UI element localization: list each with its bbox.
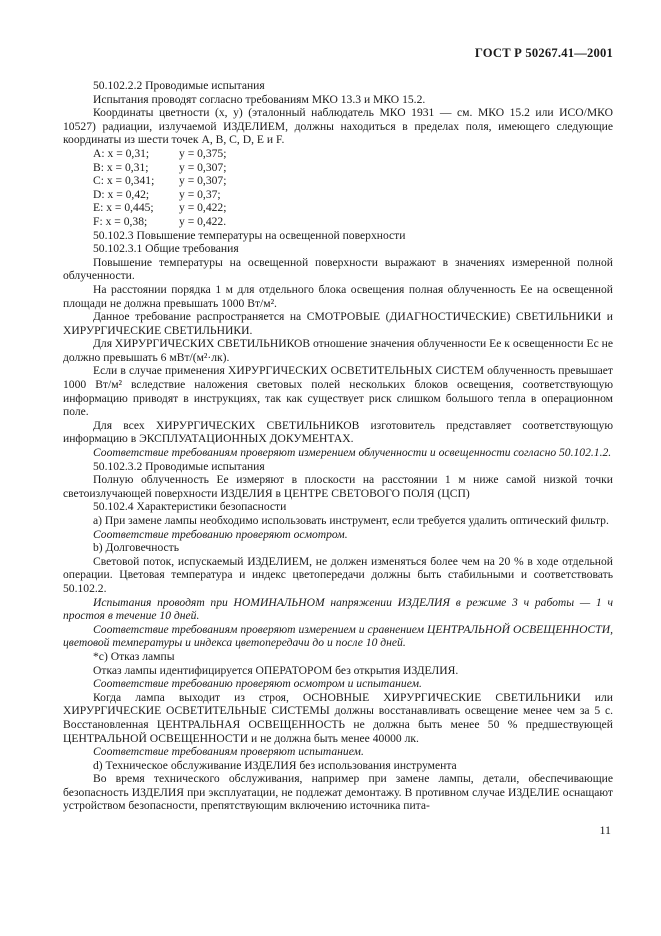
- coordinate-y: y = 0,37;: [179, 187, 221, 201]
- paragraph: Соответствие требованиям проверяют измерением облученности и освещенности согласно 50.102.1.2.: [93, 446, 612, 460]
- paragraph: 50.102.3.1 Общие требования: [93, 242, 239, 256]
- coordinate-row: [93, 215, 613, 229]
- paragraph: b) Долговечность: [93, 541, 180, 555]
- paragraph: Световой поток, испускаемый ИЗДЕЛИЕМ, не должен изменяться более чем на 20 % в ходе отдельной операции. Цветовая температура и индекс цветопередачи должны быть стабильными и соответствовать 50.102.2.: [63, 554, 613, 595]
- coordinate-row: [93, 188, 613, 202]
- paragraph: Соответствие требованию проверяют осмотром и испытанием.: [93, 677, 422, 691]
- paragraph: *c) Отказ лампы: [93, 649, 175, 663]
- paragraph: Если в случае применения ХИРУРГИЧЕСКИХ ОСВЕТИТЕЛЬНЫХ СИСТЕМ облученность превышает 1000 Вт/м² вследствие наложения световых полей нескольких блоков освещения, соответствующую информацию приводят в инструкциях, так как существует риск слишком большого тепла в операционном поле.: [63, 364, 613, 419]
- coordinate-x: E: x = 0,445;: [93, 201, 154, 215]
- coordinate-y: y = 0,422.: [179, 214, 227, 228]
- paragraph: Для ХИРУРГИЧЕСКИХ СВЕТИЛЬНИКОВ отношение значения облученности Ee к освещенности Ec не должно превышать 6 мВт/(м²·лк).: [63, 337, 613, 364]
- paragraph: Повышение температуры на освещенной поверхности выражают в значениях измеренной полной облученности.: [63, 255, 613, 283]
- paragraph: Данное требование распространяется на СМОТРОВЫЕ (ДИАГНОСТИЧЕСКИЕ) СВЕТИЛЬНИКИ и ХИРУРГИЧЕСКИЕ СВЕТИЛЬНИКИ.: [63, 310, 613, 337]
- coordinate-row: [93, 201, 613, 215]
- paragraph: Когда лампа выходит из строя, ОСНОВНЫЕ ХИРУРГИЧЕСКИЕ СВЕТИЛЬНИКИ или ХИРУРГИЧЕСКИЕ ОСВЕТИТЕЛЬНЫЕ СИСТЕМЫ должны восстанавливать освещение менее чем за 5 с. Восстановленная ЦЕНТРАЛЬНАЯ ОСВЕЩЕННОСТЬ не должна быть менее 50 % предшествующей ЦЕНТРАЛЬНОЙ ОСВЕЩЕННОСТИ и не должна быть менее 40000 лк.: [63, 690, 613, 745]
- paragraph: 50.102.3.2 Проводимые испытания: [93, 459, 265, 473]
- paragraph: a) При замене лампы необходимо использовать инструмент, если требуется удалить оптический фильтр.: [93, 514, 609, 527]
- paragraph: 50.102.3 Повышение температуры на освещенной поверхности: [93, 228, 406, 242]
- coordinate-y: y = 0,422;: [179, 201, 227, 215]
- coordinate-y: y = 0,375;: [179, 146, 227, 160]
- paragraph: Для всех ХИРУРГИЧЕСКИХ СВЕТИЛЬНИКОВ изготовитель представляет соответствующую информацию в ЭКСПЛУАТАЦИОННЫХ ДОКУМЕНТАХ.: [63, 418, 613, 446]
- paragraph: Испытания проводят при НОМИНАЛЬНОМ напряжении ИЗДЕЛИЯ в режиме 3 ч работы — 1 ч простоя в течение 10 дней.: [63, 595, 613, 623]
- document-header: ГОСТ Р 50267.41—2001: [474, 46, 613, 60]
- coordinate-x: D: x = 0,42;: [93, 187, 150, 201]
- coordinate-y: y = 0,307;: [179, 160, 227, 174]
- paragraph: Координаты цветности (x, y) (эталонный наблюдатель МКО 1931 — см. МКО 15.2 или ИСО/МКО 10527) радиации, излучаемой ИЗДЕЛИЕМ, должны находиться в пределах поля, имеющего следующие координаты из шести точек A, B, C, D, E и F.: [63, 106, 613, 147]
- paragraph: Испытания проводят согласно требованиям МКО 13.3 и МКО 15.2.: [93, 92, 426, 106]
- paragraph: d) Техническое обслуживание ИЗДЕЛИЯ без использования инструмента: [93, 758, 457, 772]
- paragraph: 50.102.4 Характеристики безопасности: [93, 500, 287, 514]
- coordinate-x: F: x = 0,38;: [93, 214, 148, 228]
- paragraph: На расстоянии порядка 1 м для отдельного блока освещения полная облученность Ee на освещенной площади не должна превышать 1000 Вт/м².: [63, 282, 613, 310]
- paragraph: Соответствие требованиям проверяют испытанием.: [93, 745, 364, 759]
- paragraph: Соответствие требованиям проверяют измерением и сравнением ЦЕНТРАЛЬНОЙ ОСВЕЩЕННОСТИ, цветовой температуры и индекса цветопередачи до и после 10 дней.: [63, 622, 613, 650]
- coordinate-x: B: x = 0,31;: [93, 160, 149, 174]
- paragraph: 50.102.2.2 Проводимые испытания: [93, 79, 265, 92]
- coordinate-row: [93, 174, 613, 188]
- coordinate-row: [93, 161, 613, 175]
- paragraph: Полную облученность Ee измеряют в плоскости на расстоянии 1 м ниже самой низкой точки светоизлучающей поверхности ИЗДЕЛИЯ в ЦЕНТРЕ СВЕТОВОГО ПОЛЯ (ЦСП): [63, 473, 613, 500]
- coordinate-row: [93, 147, 613, 161]
- document-body: [63, 79, 613, 813]
- page-number: 11: [599, 823, 611, 837]
- paragraph: Отказ лампы идентифицируется ОПЕРАТОРОМ без открытия ИЗДЕЛИЯ.: [93, 663, 459, 677]
- coordinate-x: C: x = 0,341;: [93, 174, 155, 188]
- coordinate-x: A: x = 0,31;: [93, 146, 150, 160]
- coordinate-y: y = 0,307;: [179, 174, 227, 188]
- paragraph: Во время технического обслуживания, например при замене лампы, детали, обеспечивающие безопасность ИЗДЕЛИЯ при эксплуатации, не подлежат демонтажу. В противном случае ИЗДЕЛИЕ оснащают устройством безопасности, препятствующим включению источника пита-: [63, 772, 613, 813]
- paragraph: Соответствие требованию проверяют осмотром.: [93, 527, 348, 541]
